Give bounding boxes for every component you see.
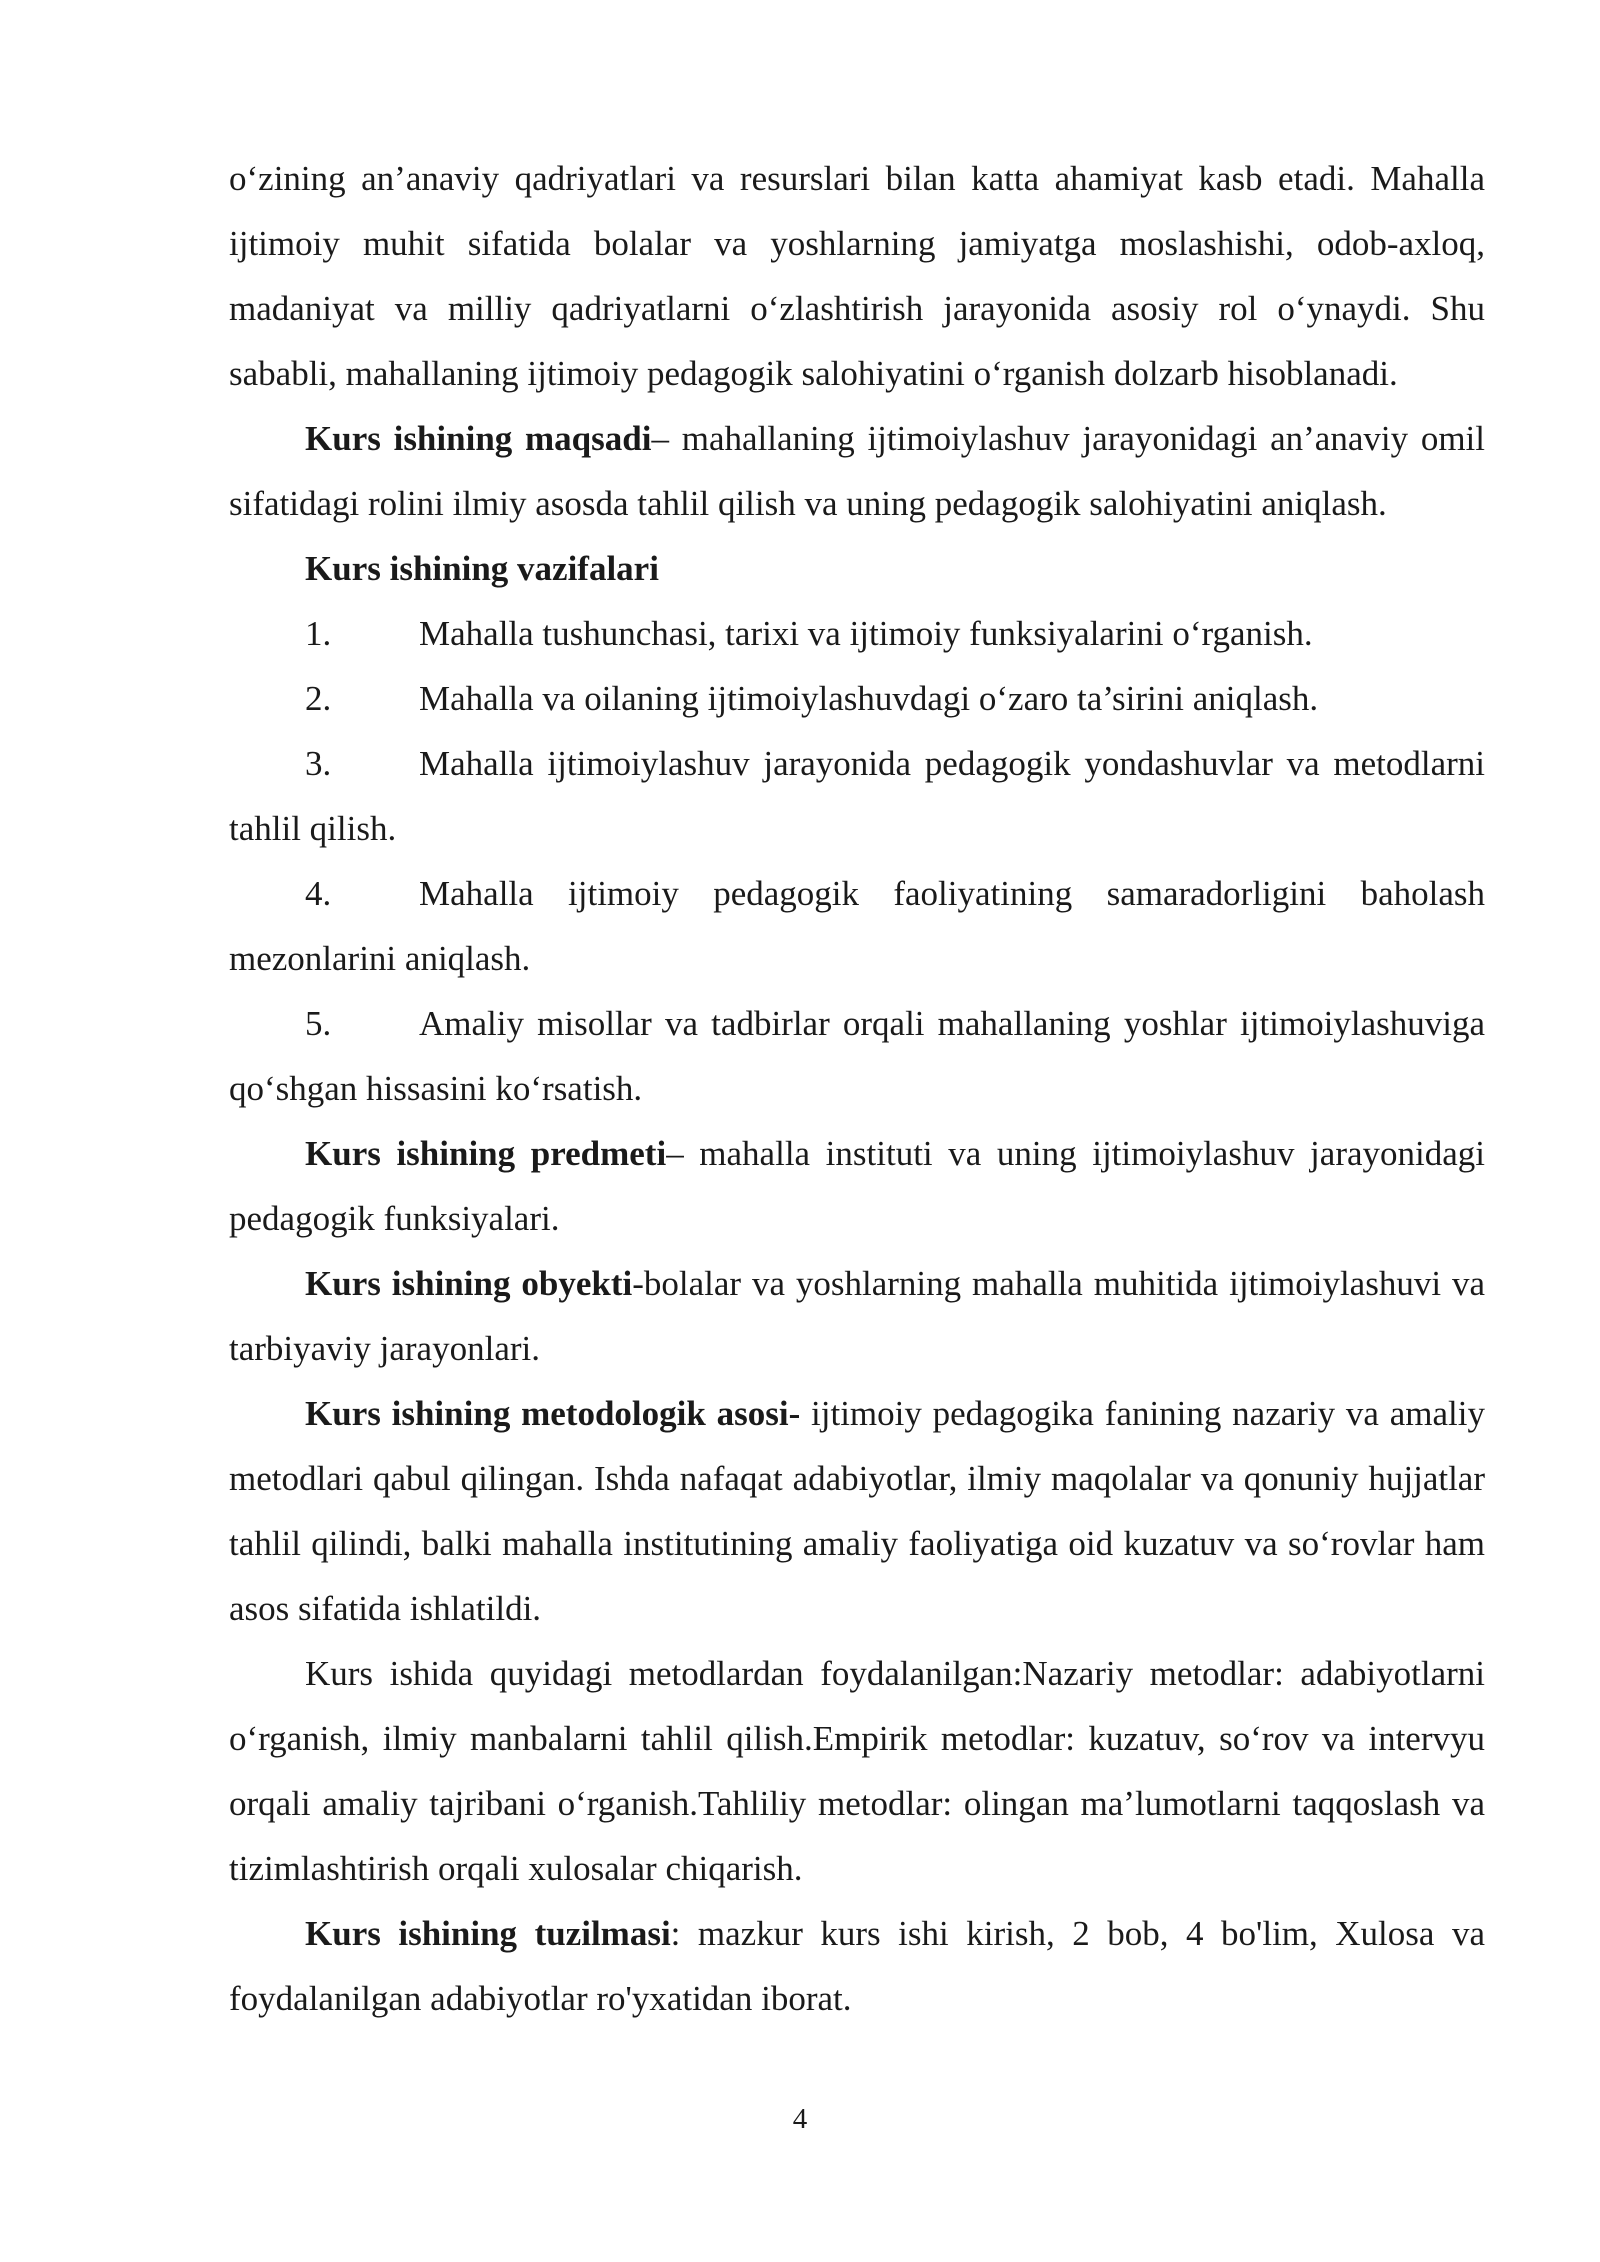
task-item-4 [229,861,1485,991]
goal-label: Kurs ishining maqsadi [305,419,652,458]
tasks-heading: Kurs ishining vazifalari [305,549,659,588]
structure-label: Kurs ishining tuzilmasi [305,1914,671,1953]
methodology-paragraph [229,1381,1485,1641]
structure-paragraph [229,1901,1485,2031]
task-item-3 [229,731,1485,861]
intro-text: o‘zining an’anaviy qadriyatlari va resurslari bilan katta ahamiyat kasb etadi. Mahalla ijtimoiy muhit sifatida bolalar va yoshlarning jamiyatga moslashishi, odob-axloq, madaniyat va milliy qadriyatlarni o‘zlashtirish jarayonida asosiy rol o‘ynaydi. Shu sababli, mahallaning ijtimoiy pedagogik salohiyatini o‘rganish dolzarb hisoblanadi. [229,159,1485,393]
task-text: Mahalla tushunchasi, tarixi va ijtimoiy funksiyalarini o‘rganish. [419,614,1313,653]
task-number: 5. [305,1004,332,1043]
intro-paragraph [229,146,1485,406]
task-item-2 [229,666,1485,731]
task-text: Mahalla ijtimoiy pedagogik faoliyatining samaradorligini baholash mezonlarini aniqlash. [229,874,1485,978]
task-number: 2. [305,679,332,718]
structure-text: : mazkur kurs ishi kirish, 2 bob, 4 bo'lim, Xulosa va foydalanilgan adabiyotlar ro'yxatidan iborat. [229,1914,1485,2018]
methods-text: Kurs ishida quyidagi metodlardan foydalanilgan:Nazariy metodlar: adabiyotlarni o‘rganish, ilmiy manbalarni tahlil qilish.Empirik metodlar: kuzatuv, so‘rov va intervyu orqali amaliy tajribani o‘rganish.Tahliliy metodlar: olingan ma’lumotlarni taqqoslash va tizimlashtirish orqali xulosalar chiqarish. [229,1654,1485,1888]
task-item-5 [229,991,1485,1121]
subject-label: Kurs ishining predmeti [305,1134,667,1173]
object-paragraph [229,1251,1485,1381]
task-item-1 [229,601,1485,666]
task-text: Mahalla va oilaning ijtimoiylashuvdagi o‘zaro ta’sirini aniqlash. [419,679,1319,718]
task-text: Mahalla ijtimoiylashuv jarayonida pedagogik yondashuvlar va metodlarni tahlil qilish. [229,744,1485,848]
task-number: 3. [305,744,332,783]
object-text: -bolalar va yoshlarning mahalla muhitida ijtimoiylashuvi va tarbiyaviy jarayonlari. [229,1264,1485,1368]
methods-paragraph [229,1641,1485,1901]
methodology-label: Kurs ishining metodologik asosi- [305,1394,801,1433]
task-number: 1. [305,614,332,653]
object-label: Kurs ishining obyekti [305,1264,633,1303]
task-number: 4. [305,874,332,913]
goal-text: – mahallaning ijtimoiylashuv jarayonidagi an’anaviy omil sifatidagi rolini ilmiy asosda tahlil qilish va uning pedagogik salohiyatini aniqlash. [229,419,1486,523]
subject-text: – mahalla instituti va uning ijtimoiylashuv jarayonidagi pedagogik funksiyalari. [229,1134,1485,1238]
task-text: Amaliy misollar va tadbirlar orqali mahallaning yoshlar ijtimoiylashuviga qo‘shgan hissasini ko‘rsatish. [229,1004,1485,1108]
page-content [229,146,1485,2031]
goal-paragraph [229,406,1485,536]
subject-paragraph [229,1121,1485,1251]
page-number: 4 [792,2103,808,2135]
methodology-text: ijtimoiy pedagogika fanining nazariy va amaliy metodlari qabul qilingan. Ishda nafaqat adabiyotlar, ilmiy maqolalar va qonuniy hujjatlar tahlil qilindi, balki mahalla institutining amaliy faoliyatiga oid kuzatuv va so‘rovlar ham asos sifatida ishlatildi. [229,1394,1485,1628]
